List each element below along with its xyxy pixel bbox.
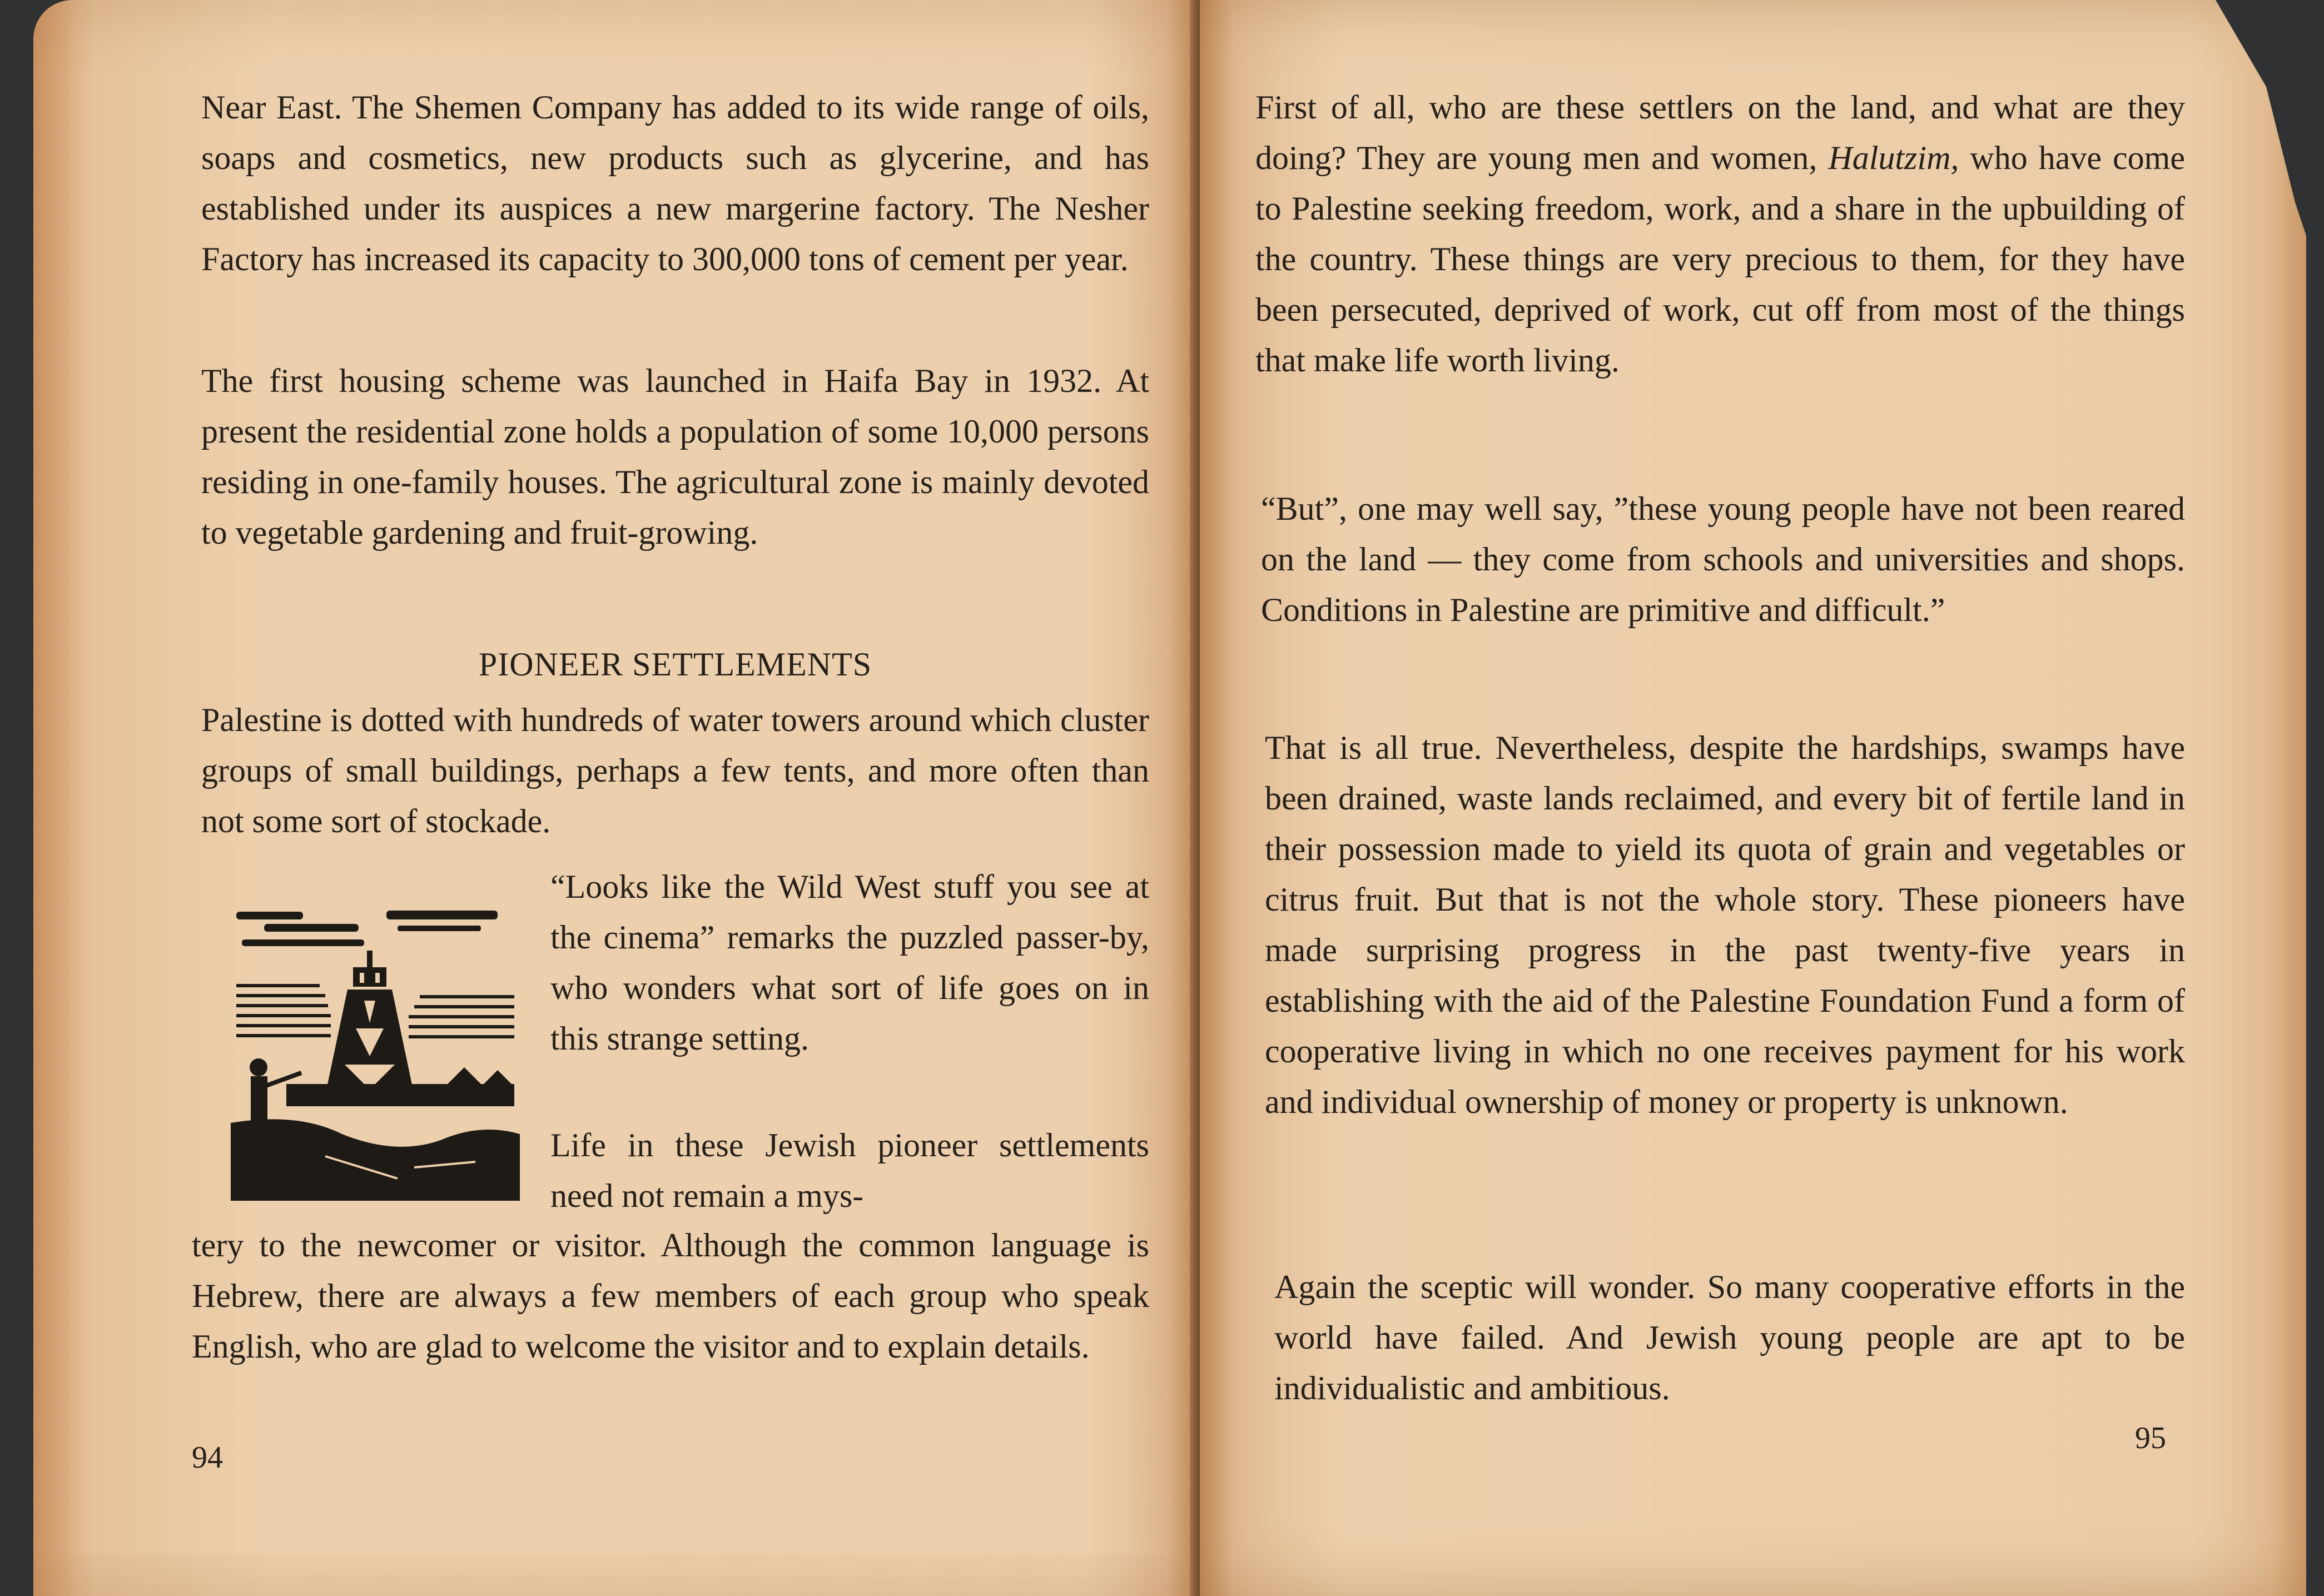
right-paragraph-but: [1261, 484, 2185, 635]
paragraph-sceptic-wonder: Again the sceptic will wonder. So many cooperative efforts in the world have failed. And Jewish young people are apt to be individualistic and ambitious.: [1274, 1269, 2185, 1406]
paragraph-that-is-all-true: That is all true. Nevertheless, despite the hardships, swamps have been drained, waste lands reclaimed, and every bit of fertile land in their possession made to yield its quota of grain and vegetables or citrus fruit. But that is not the whole story. These pioneers have made surprising progress in the past twenty-five years in establishing with the aid of the Palestine Foundation Fund a form of cooperative living in which no one receives payment for his work and individual ownership of money or property is unknown.: [1265, 729, 2185, 1120]
page-number-right: 95: [2135, 1421, 2166, 1455]
paragraph-wild-west: “Looks like the Wild West stuff you see at the cinema” remarks the puzzled passer-by, who wonders what sort of life goes on in this strange setting.: [550, 868, 1149, 1057]
paragraph-housing-scheme: The first housing scheme was launched in Haifa Bay in 1932. At present the residential zone holds a population of some 10,000 persons residing in one-family houses. The agricultural zone is mainly devoted to vegetable gardening and fruit-growing.: [201, 362, 1149, 551]
section-heading-pioneer-settlements: PIONEER SETTLEMENTS: [478, 646, 872, 683]
settlers-text-part2: who have come to Palestine seeking freedom, work, and a share in the upbuilding of the country. These things are very precious to them, for they have been persecuted, deprived of work, cut off from most of the things that make life worth living.: [1255, 140, 2185, 379]
left-continued-paragraph: [201, 82, 1149, 285]
life-in-settlements-end: [192, 1220, 1149, 1372]
paragraph-life-end: tery to the newcomer or visitor. Although the common language is Hebrew, there are always a few members of each group who speak English, who are glad to welcome the visitor and to explain details.: [192, 1227, 1149, 1365]
halutzim-italic: Halutzim,: [1828, 140, 1959, 176]
left-housing-paragraph: [201, 356, 1149, 558]
life-in-settlements-start: [550, 1120, 1149, 1221]
paragraph-settlements-intro: Palestine is dotted with hundreds of water towers around which cluster groups of small buildings, perhaps a few tents, and more often than not some sort of stockade.: [201, 702, 1149, 839]
settlers-text-part1: First of all, who are these settlers on the land, and what are they doing? They are young men and women,: [1255, 89, 2185, 176]
water-tower-woodcut-illustration: [231, 901, 520, 1201]
paragraph-who-are-settlers: [1255, 82, 2185, 386]
paragraph-but-one-may-say: “But”, one may well say, ”these young people have not been reared on the land — they come from schools and universities and shops. Conditions in Palestine are primitive and difficult.”: [1261, 490, 2185, 628]
left-pioneer-intro: [201, 695, 1149, 847]
right-paragraph-settlers: [1255, 82, 2185, 386]
wild-west-paragraph: [550, 862, 1149, 1064]
page-number-left: 94: [192, 1440, 223, 1475]
paragraph-shemen-nesher: Near East. The Shemen Company has added to its wide range of oils, soaps and cosmetics, new products such as glycerine, and has established under its auspices a new margerine factory. The Nesher Factory has increased its capacity to 300,000 tons of cement per year.: [201, 89, 1149, 277]
right-paragraph-that-is-true: [1265, 723, 2185, 1127]
paragraph-life-start: Life in these Jewish pioneer settlements need not remain a mys-: [550, 1127, 1149, 1214]
right-paragraph-sceptic: [1274, 1262, 2185, 1414]
